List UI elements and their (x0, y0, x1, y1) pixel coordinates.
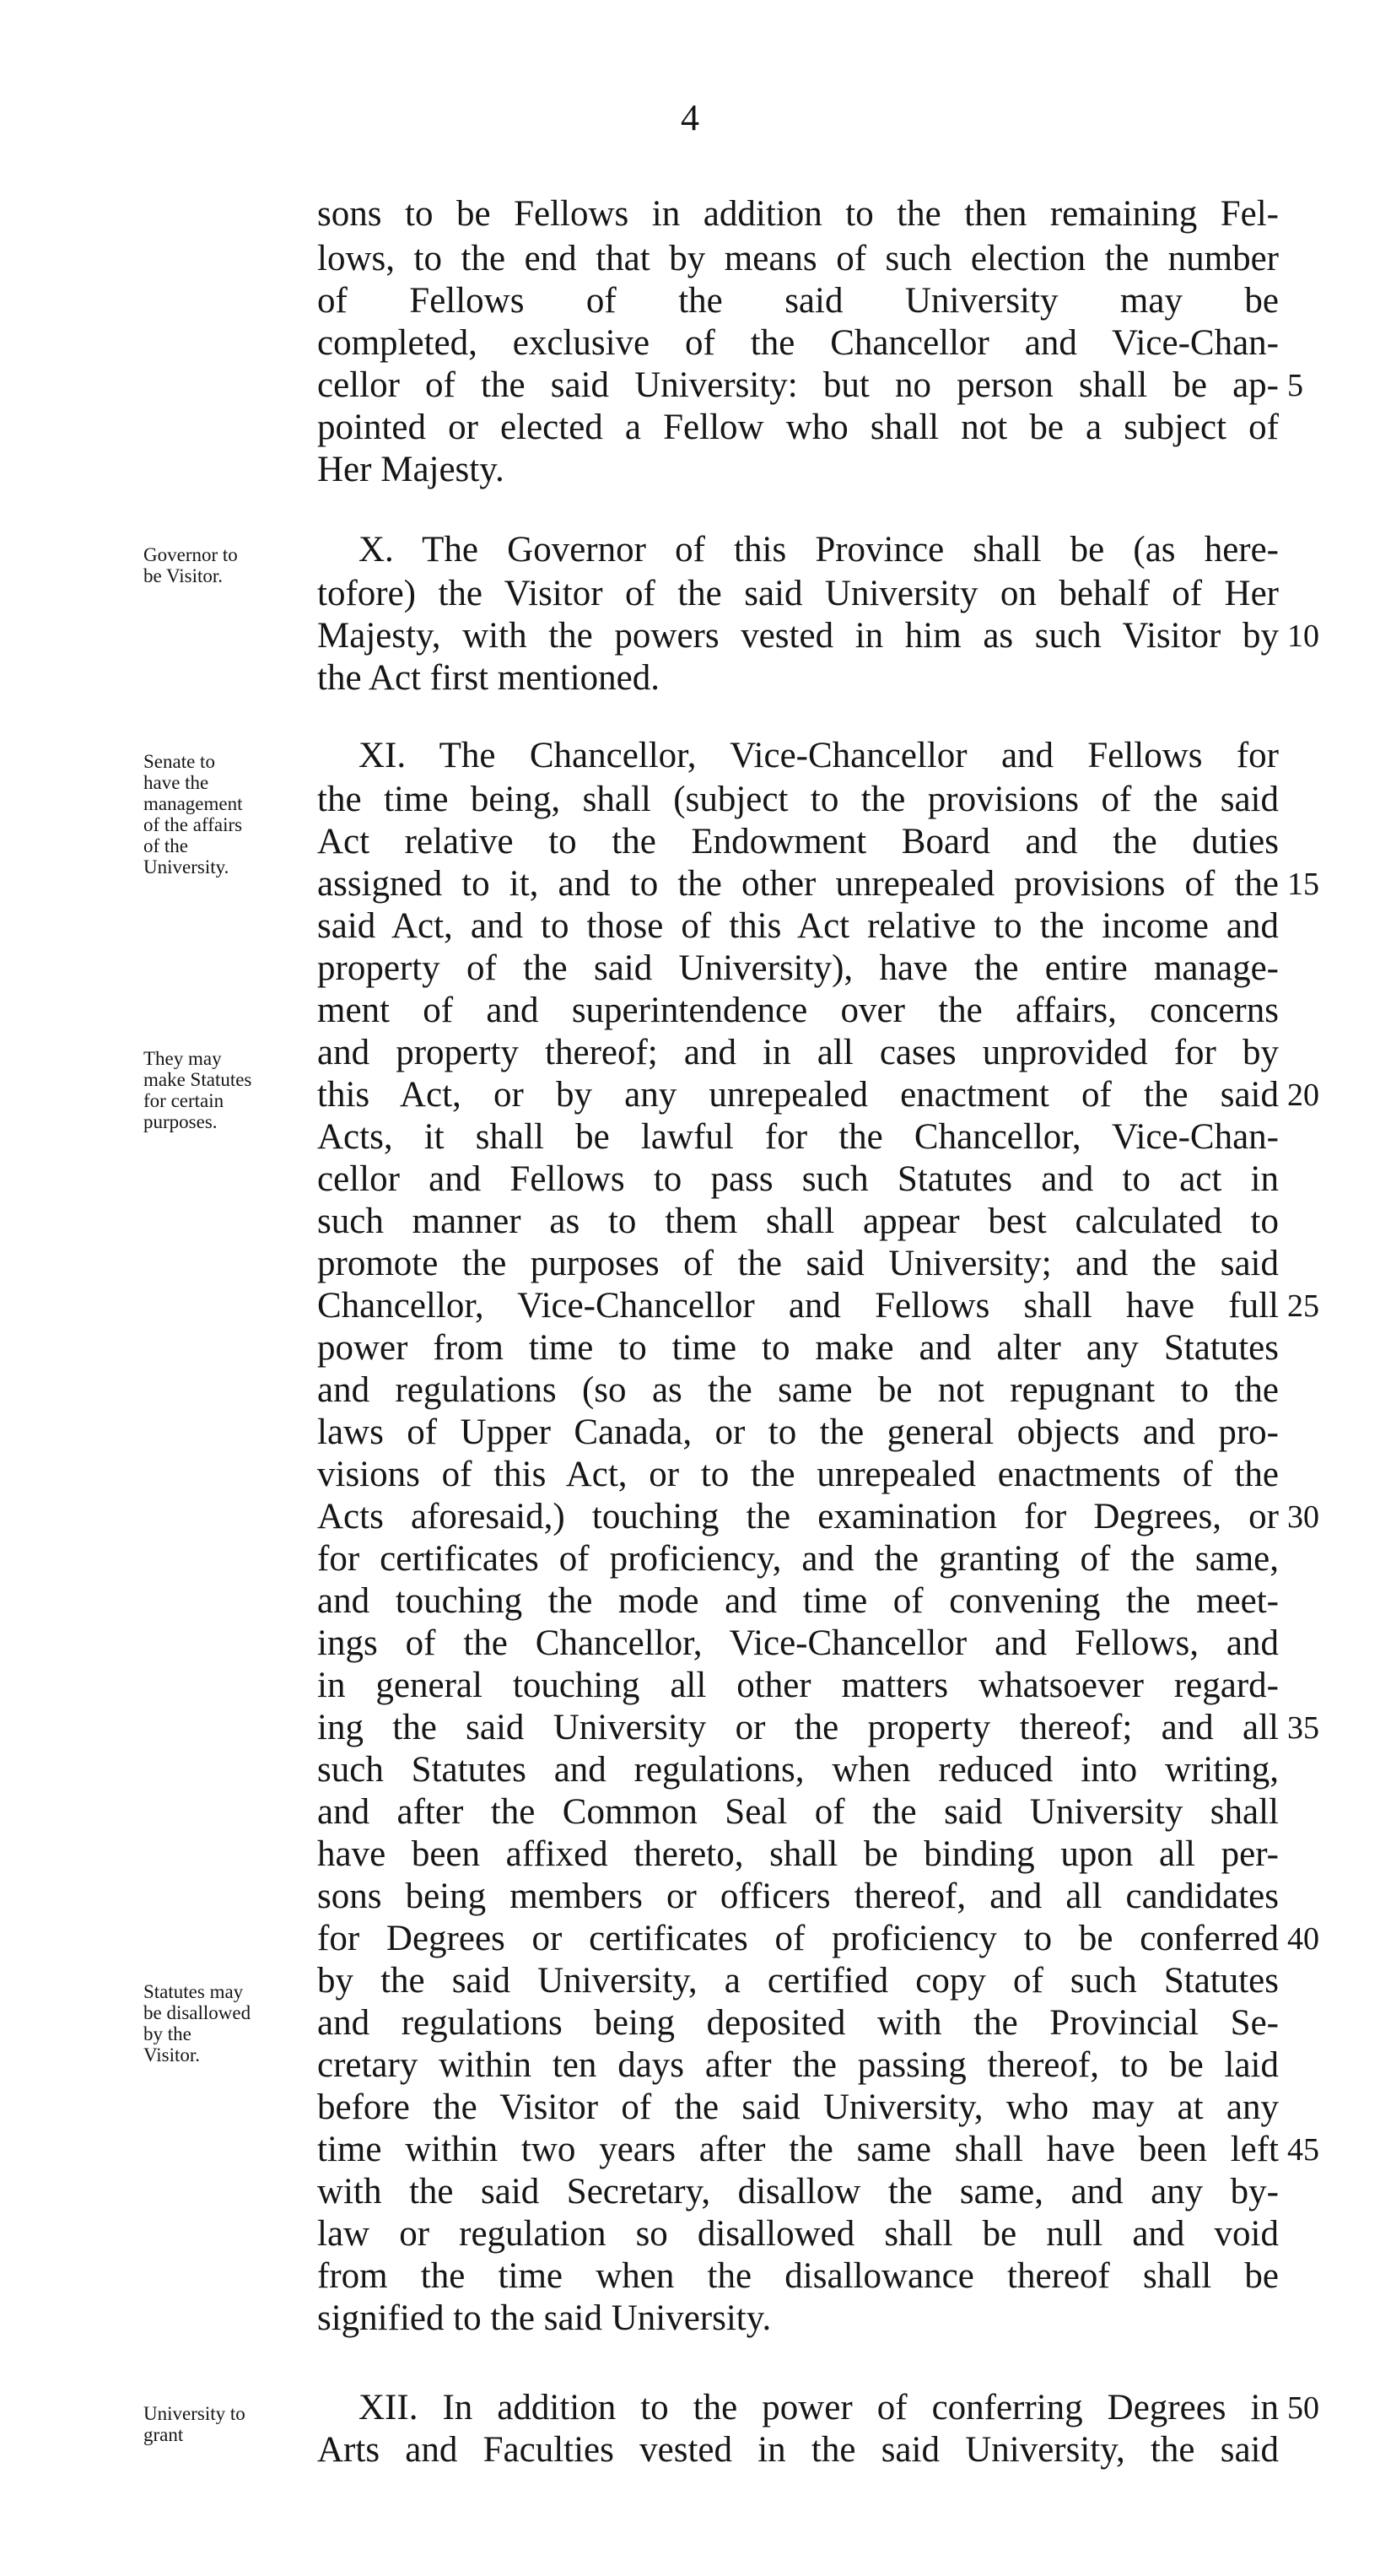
text-line: before the Visitor of the said University, who may at any (317, 2087, 1279, 2127)
margin-note: Senate to have the management of the affairs of the University. (143, 751, 243, 878)
text-line: have been affixed thereto, shall be binding upon all per- (317, 1834, 1279, 1874)
text-line: ings of the Chancellor, Vice-Chancellor and Fellows, and (317, 1623, 1279, 1663)
line-number: 40 (1287, 1921, 1319, 1957)
text-line: property of the said University), have the entire manage- (317, 948, 1279, 988)
line-number: 10 (1287, 618, 1319, 654)
text-line: such Statutes and regulations, when reduced into writing, (317, 1750, 1279, 1790)
text-line: by the said University, a certified copy of such Statutes (317, 1961, 1279, 2001)
text-line: Act relative to the Endowment Board and the duties (317, 822, 1279, 861)
text-line: and after the Common Seal of the said University shall (317, 1792, 1279, 1832)
text-line: sons being members or officers thereof, and all candidates (317, 1877, 1279, 1916)
line-number: 25 (1287, 1288, 1319, 1324)
text-line: signified to the said University. (317, 2298, 772, 2338)
line-number: 45 (1287, 2132, 1319, 2168)
text-line: Acts, it shall be lawful for the Chancellor, Vice-Chan- (317, 1117, 1279, 1157)
line-number: 5 (1287, 368, 1303, 403)
text-line: and touching the mode and time of convening the meet- (317, 1581, 1279, 1621)
line-number: 30 (1287, 1499, 1319, 1535)
margin-note: University to grant (143, 2403, 245, 2445)
text-line: law or regulation so disallowed shall be null and void (317, 2214, 1279, 2254)
line-number: 20 (1287, 1077, 1319, 1113)
text-line: the time being, shall (subject to the provisions of the said (317, 780, 1279, 819)
line-number: 50 (1287, 2390, 1319, 2426)
text-line: and regulations (so as the same be not repugnant to the (317, 1370, 1279, 1410)
text-line: visions of this Act, or to the unrepealed enactments of the (317, 1455, 1279, 1494)
margin-note: Statutes may be disallowed by the Visitor. (143, 1981, 251, 2066)
text-line: sons to be Fellows in addition to the then remaining Fel- (317, 194, 1279, 234)
text-line: this Act, or by any unrepealed enactment of the said (317, 1075, 1279, 1115)
text-line: from the time when the disallowance thereof shall be (317, 2256, 1279, 2296)
text-line: Majesty, with the powers vested in him as such Visitor by (317, 616, 1279, 656)
text-line: assigned to it, and to the other unrepealed provisions of the (317, 864, 1279, 904)
text-line: cellor and Fellows to pass such Statutes and to act in (317, 1159, 1279, 1199)
text-line: such manner as to them shall appear best calculated to (317, 1202, 1279, 1241)
text-line: power from time to time to make and alter any Statutes (317, 1328, 1279, 1368)
text-line: X. The Governor of this Province shall be (as here- (358, 530, 1279, 570)
margin-note: Governor to be Visitor. (143, 544, 238, 586)
text-line: Her Majesty. (317, 450, 504, 489)
text-line: tofore) the Visitor of the said University on behalf of Her (317, 574, 1279, 613)
text-line: promote the purposes of the said University; and the said (317, 1244, 1279, 1283)
text-line: and regulations being deposited with the Provincial Se- (317, 2003, 1279, 2043)
text-line: time within two years after the same shall have been left (317, 2130, 1279, 2169)
text-line: ing the said University or the property thereof; and all (317, 1708, 1279, 1747)
text-line: for Degrees or certificates of proficiency to be conferred (317, 1919, 1279, 1958)
text-line: pointed or elected a Fellow who shall not be a subject of (317, 408, 1279, 447)
text-line: completed, exclusive of the Chancellor and Vice-Chan- (317, 323, 1279, 363)
text-line: with the said Secretary, disallow the same, and any by- (317, 2172, 1279, 2211)
text-line: cellor of the said University: but no person shall be ap- (317, 365, 1279, 405)
text-line: and property thereof; and in all cases unprovided for by (317, 1033, 1279, 1072)
text-line: for certificates of proficiency, and the granting of the same, (317, 1539, 1279, 1579)
line-number: 35 (1287, 1710, 1319, 1746)
text-line: of Fellows of the said University may be (317, 281, 1279, 321)
line-number: 15 (1287, 867, 1319, 902)
text-line: Arts and Faculties vested in the said University, the said (317, 2430, 1279, 2470)
margin-note: They may make Statutes for certain purposes. (143, 1048, 252, 1132)
text-line: laws of Upper Canada, or to the general objects and pro- (317, 1412, 1279, 1452)
text-line: the Act first mentioned. (317, 658, 660, 698)
text-line: lows, to the end that by means of such election the number (317, 239, 1279, 278)
text-line: said Act, and to those of this Act relative to the income and (317, 906, 1279, 946)
text-line: XII. In addition to the power of conferring Degrees in (358, 2388, 1279, 2427)
text-line: Chancellor, Vice-Chancellor and Fellows shall have full (317, 1286, 1279, 1326)
page-number: 4 (681, 97, 699, 138)
text-line: ment of and superintendence over the affairs, concerns (317, 991, 1279, 1030)
text-line: cretary within ten days after the passing thereof, to be laid (317, 2045, 1279, 2085)
text-line: XI. The Chancellor, Vice-Chancellor and Fellows for (358, 736, 1279, 775)
text-line: Acts aforesaid,) touching the examination for Degrees, or (317, 1497, 1279, 1536)
text-line: in general touching all other matters whatsoever regard- (317, 1666, 1279, 1705)
